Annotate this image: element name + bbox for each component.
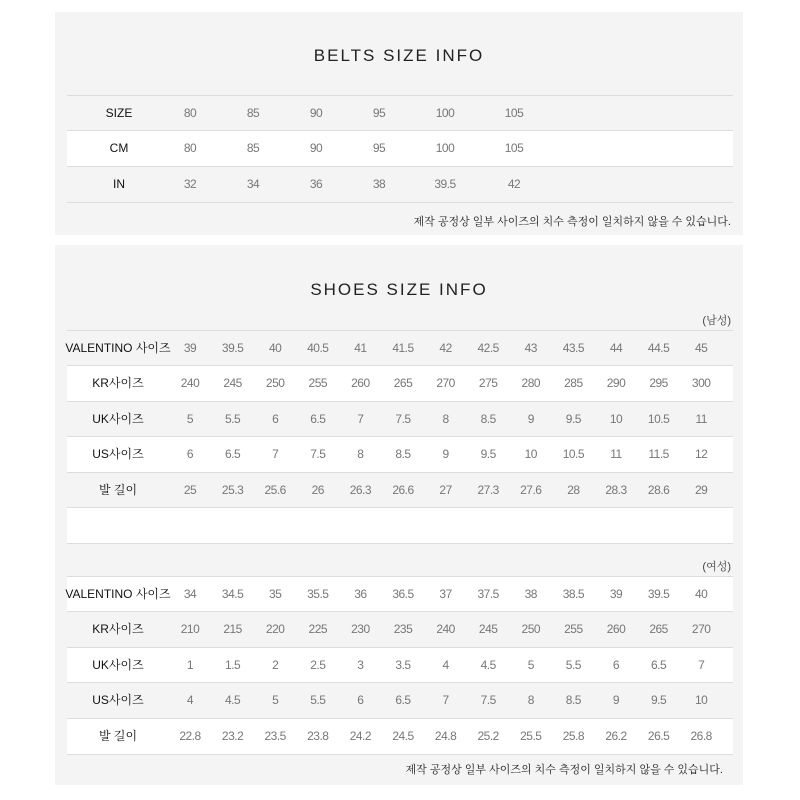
table-cell: 27.6	[520, 482, 542, 497]
table-cell: 26.2	[605, 728, 627, 743]
table-cell: 90	[309, 106, 323, 120]
table-cell: 8.5	[480, 411, 496, 426]
table-cell: 25.2	[477, 728, 499, 743]
table-cell: 7.5	[480, 693, 496, 708]
table-cell: 27	[439, 482, 452, 497]
table-cell: 8.5	[565, 693, 581, 708]
table-cell: 10	[524, 447, 537, 462]
table-cell: 28.3	[605, 482, 627, 497]
table-cell: 255	[564, 622, 583, 637]
row-label: US사이즈	[92, 693, 144, 708]
table-cell: 39.5	[434, 176, 456, 191]
table-cell: 25	[183, 482, 197, 497]
table-cell: 7	[272, 447, 279, 462]
table-cell: 36	[309, 176, 323, 191]
table-cell: 8	[357, 447, 364, 462]
table-cell: 45	[695, 341, 708, 355]
table-cell: 37.5	[477, 587, 499, 601]
table-row	[67, 130, 733, 166]
row-label: UK사이즈	[92, 657, 144, 672]
shoes-note: 제작 공정상 일부 사이즈의 치수 측정이 일치하지 않을 수 있습니다.	[405, 764, 723, 776]
table-cell: 38	[524, 587, 537, 601]
table-cell: 23.8	[307, 728, 329, 743]
table-cell: 24.2	[349, 728, 372, 743]
table-cell: 36	[354, 587, 367, 601]
row-label: UK사이즈	[92, 411, 144, 426]
table-cell: 42.5	[477, 341, 499, 355]
table-cell: 34	[246, 176, 260, 191]
table-cell: 5.5	[310, 693, 326, 708]
table-cell: 8	[527, 693, 534, 708]
table-cell: 5.5	[565, 657, 581, 672]
table-cell: 220	[265, 622, 285, 637]
table-cell: 41	[354, 341, 367, 355]
table-cell: 12	[695, 447, 708, 462]
table-cell: 85	[246, 106, 260, 120]
table-cell: 4.5	[225, 693, 241, 708]
table-cell: 240	[436, 622, 455, 637]
table-cell: 9.5	[480, 447, 496, 462]
table-cell: 26.8	[690, 728, 712, 743]
empty-row	[67, 507, 733, 544]
table-cell: 25.8	[562, 728, 585, 743]
table-cell: 90	[309, 141, 323, 156]
row-label: KR사이즈	[92, 622, 144, 637]
table-cell: 7	[442, 693, 449, 708]
table-cell: 44	[609, 341, 623, 355]
table-cell: 270	[436, 376, 455, 391]
table-cell: 280	[521, 376, 541, 391]
table-cell: 32	[183, 176, 197, 191]
row-label: SIZE	[105, 106, 133, 120]
table-cell: 42	[507, 176, 521, 191]
table-cell: 265	[649, 622, 668, 637]
row-label: CM	[109, 141, 129, 156]
table-cell: 215	[223, 622, 242, 637]
table-cell: 260	[351, 376, 370, 391]
table-cell: 7	[698, 657, 705, 672]
table-cell: 300	[691, 376, 711, 391]
table-cell: 250	[265, 376, 285, 391]
table-cell: 7.5	[395, 411, 411, 426]
table-cell: 285	[564, 376, 583, 391]
table-cell: 2.5	[310, 657, 326, 672]
table-cell: 9	[612, 693, 620, 708]
table-cell: 4	[186, 693, 194, 708]
table-cell: 43.5	[562, 341, 585, 355]
table-cell: 3.5	[395, 657, 411, 672]
table-cell: 26.5	[647, 728, 670, 743]
table-cell: 270	[691, 622, 711, 637]
table-cell: 3	[357, 657, 364, 672]
table-cell: 95	[372, 141, 386, 156]
table-cell: 11.5	[648, 447, 669, 462]
table-cell: 38	[372, 176, 386, 191]
table-cell: 2	[272, 657, 279, 672]
table-cell: 39.5	[221, 341, 244, 355]
row-label: 발 길이	[98, 728, 138, 743]
table-cell: 245	[223, 376, 242, 391]
table-cell: 11	[695, 411, 707, 426]
table-cell: 43	[524, 341, 537, 355]
table-cell: 11	[610, 447, 622, 462]
table-cell: 26	[311, 482, 324, 497]
table-cell: 25.3	[221, 482, 244, 497]
row-label: IN	[113, 176, 125, 191]
table-cell: 23.5	[264, 728, 286, 743]
table-row	[67, 166, 733, 203]
table-cell: 34	[183, 587, 197, 601]
table-cell: 5	[527, 657, 534, 672]
women-label: (여성)	[702, 561, 731, 573]
table-cell: 100	[435, 106, 455, 120]
belts-note: 제작 공정상 일부 사이즈의 치수 측정이 일치하지 않을 수 있습니다.	[413, 216, 731, 228]
table-cell: 25.6	[264, 482, 286, 497]
shoes-title: SHOES SIZE INFO	[310, 280, 488, 299]
table-cell: 6.5	[651, 657, 667, 672]
table-cell: 9	[442, 447, 449, 462]
table-cell: 10.5	[562, 447, 585, 462]
table-cell: 29	[695, 482, 708, 497]
table-cell: 6.5	[395, 693, 411, 708]
table-cell: 80	[183, 141, 197, 156]
table-cell: 35	[269, 587, 282, 601]
table-cell: 39	[609, 587, 623, 601]
table-row	[67, 611, 733, 647]
table-row	[67, 436, 733, 472]
table-cell: 34.5	[221, 587, 244, 601]
table-cell: 7	[357, 411, 364, 426]
table-cell: 6.5	[310, 411, 326, 426]
table-cell: 95	[372, 106, 386, 120]
table-cell: 9.5	[651, 693, 667, 708]
table-cell: 6	[612, 657, 620, 672]
table-cell: 230	[351, 622, 370, 637]
table-row	[67, 401, 733, 437]
table-cell: 9.5	[565, 411, 581, 426]
table-cell: 4.5	[480, 657, 496, 672]
row-label: VALENTINO 사이즈	[65, 341, 171, 355]
table-cell: 27.3	[477, 482, 499, 497]
table-cell: 44.5	[647, 341, 670, 355]
table-cell: 275	[478, 376, 498, 391]
table-row	[67, 472, 733, 508]
table-cell: 23.2	[221, 728, 244, 743]
table-cell: 225	[308, 622, 328, 637]
table-cell: 24.5	[392, 728, 414, 743]
table-cell: 210	[180, 622, 200, 637]
table-cell: 80	[183, 106, 197, 120]
table-cell: 25.5	[520, 728, 542, 743]
table-cell: 4	[442, 657, 449, 672]
table-cell: 35.5	[307, 587, 329, 601]
belts-title: BELTS SIZE INFO	[313, 46, 485, 65]
table-cell: 39	[183, 341, 197, 355]
table-cell: 6	[357, 693, 364, 708]
table-cell: 36.5	[392, 587, 414, 601]
shoes-size-panel	[55, 245, 743, 785]
table-cell: 38.5	[562, 587, 585, 601]
table-cell: 235	[393, 622, 413, 637]
row-label: VALENTINO 사이즈	[65, 587, 171, 601]
table-cell: 24.8	[434, 728, 457, 743]
table-cell: 105	[504, 106, 524, 120]
table-cell: 40.5	[307, 341, 329, 355]
row-label: 발 길이	[98, 482, 138, 497]
table-cell: 5.5	[225, 411, 241, 426]
table-cell: 5	[272, 693, 279, 708]
table-cell: 7.5	[310, 447, 326, 462]
row-label: US사이즈	[92, 447, 144, 462]
table-cell: 28	[567, 482, 580, 497]
table-row	[67, 718, 733, 755]
table-row	[67, 647, 733, 683]
table-cell: 42	[439, 341, 452, 355]
table-row	[67, 682, 733, 718]
table-cell: 40	[269, 341, 282, 355]
table-row	[67, 95, 733, 131]
table-row	[67, 576, 733, 612]
table-cell: 26.3	[349, 482, 372, 497]
table-cell: 265	[393, 376, 413, 391]
table-cell: 10	[609, 411, 623, 426]
table-cell: 10.5	[647, 411, 670, 426]
table-cell: 250	[521, 622, 541, 637]
table-cell: 255	[308, 376, 328, 391]
table-cell: 245	[478, 622, 498, 637]
table-cell: 85	[246, 141, 260, 156]
table-cell: 5	[186, 411, 194, 426]
belts-size-panel	[55, 12, 743, 235]
table-cell: 41.5	[392, 341, 414, 355]
table-row	[67, 330, 733, 366]
table-cell: 240	[180, 376, 200, 391]
men-label: (남성)	[702, 315, 731, 327]
table-cell: 1	[186, 657, 194, 672]
table-row	[67, 365, 733, 401]
table-cell: 8.5	[395, 447, 411, 462]
row-label: KR사이즈	[92, 376, 144, 391]
table-cell: 6	[272, 411, 279, 426]
table-cell: 40	[695, 587, 708, 601]
table-cell: 6	[186, 447, 194, 462]
table-cell: 290	[606, 376, 626, 391]
table-cell: 26.6	[392, 482, 414, 497]
table-cell: 295	[649, 376, 668, 391]
table-cell: 28.6	[647, 482, 670, 497]
table-cell: 39.5	[647, 587, 670, 601]
table-cell: 9	[527, 411, 534, 426]
table-cell: 22.8	[179, 728, 201, 743]
table-cell: 10	[695, 693, 708, 708]
table-cell: 260	[606, 622, 626, 637]
table-cell: 105	[504, 141, 524, 156]
table-cell: 8	[442, 411, 449, 426]
table-cell: 1.5	[225, 657, 241, 672]
table-cell: 100	[435, 141, 455, 156]
table-cell: 6.5	[225, 447, 241, 462]
table-cell: 37	[439, 587, 452, 601]
